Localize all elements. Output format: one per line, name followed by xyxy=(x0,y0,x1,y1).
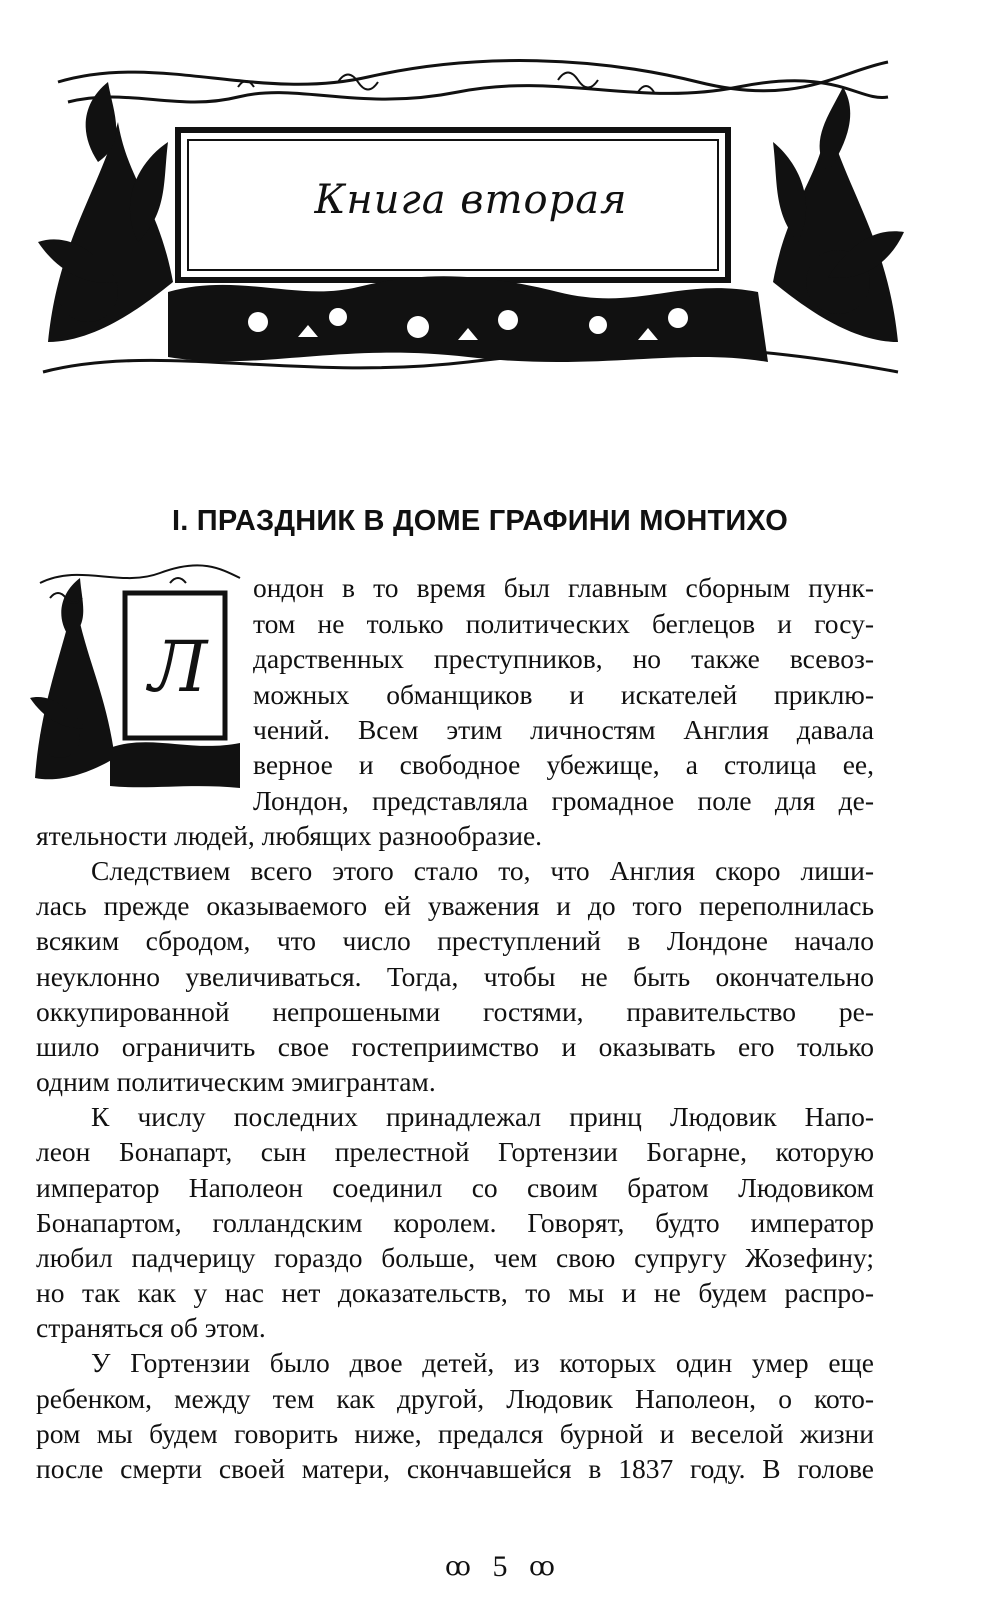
text-line: можных обманщиков и искателей приклю- xyxy=(253,679,874,710)
text-line: чений. Всем этим личностям Англия давала xyxy=(253,714,874,745)
book-title: Книга вторая xyxy=(314,177,628,223)
text-line: император Наполеон соединил со своим братом Людовиком xyxy=(36,1172,874,1203)
header-floral-frame xyxy=(38,42,904,397)
text-line: страняться об этом. xyxy=(36,1312,266,1343)
text-line: том не только политических беглецов и госу- xyxy=(253,608,874,639)
text-line: ондон в то время был главным сборным пунк- xyxy=(253,572,874,603)
page-footer xyxy=(0,1548,1000,1584)
text-line: лась прежде оказываемого ей уважения и до того переполнилась xyxy=(36,890,874,921)
text-line: У Гортензии было двое детей, из которых один умер еще xyxy=(91,1347,874,1378)
text-line: оккупированной непрошеными гостями, правительство ре- xyxy=(36,996,874,1027)
text-line: шило ограничить свое гостеприимство и оказывать его только xyxy=(36,1031,874,1062)
text-line: Бонапартом, голландским королем. Говорят, будто император xyxy=(36,1207,874,1238)
text-line: леон Бонапарт, сын прелестной Гортензии Богарне, которую xyxy=(36,1136,874,1167)
text-line: любил падчерицу гораздо больше, чем свою супругу Жозефину; xyxy=(36,1242,874,1273)
drop-cap-letter: Л xyxy=(148,626,208,708)
text-line: дарственных преступников, но также всевоз- xyxy=(253,643,874,674)
text-line: верное и свободное убежище, а столица ее, xyxy=(253,749,874,780)
ornament-right-icon: ꝏ xyxy=(529,1552,555,1582)
text-line: К числу последних принадлежал принц Людовик Напо- xyxy=(91,1101,874,1132)
text-line: Лондон, представляла громадное поле для де- xyxy=(253,785,874,816)
text-line: неуклонно увеличиваться. Тогда, чтобы не быть окончательно xyxy=(36,961,874,992)
ornament-left-icon: ꝏ xyxy=(445,1552,471,1582)
page-number: 5 xyxy=(492,1550,508,1584)
chapter-title: I. ПРАЗДНИК В ДОМЕ ГРАФИНИ МОНТИХО xyxy=(172,505,788,537)
text-line: но так как у нас нет доказательств, то мы и не будем распро- xyxy=(36,1277,874,1308)
floral-initial-icon xyxy=(30,558,248,794)
text-line: ятельности людей, любящих разнообразие. xyxy=(36,820,543,851)
drop-cap xyxy=(30,558,248,794)
text-line: ром мы будем говорить ниже, предался бурной и веселой жизни xyxy=(36,1418,874,1449)
text-line: после смерти своей матери, скончавшейся в 1837 году. В голове xyxy=(36,1453,874,1484)
text-line: ребенком, между тем как другой, Людовик Наполеон, о кото- xyxy=(36,1383,874,1414)
text-line: всяким сбродом, что число преступлений в Лондоне начало xyxy=(36,925,874,956)
text-line: Следствием всего этого стало то, что Англия скоро лиши- xyxy=(91,855,874,886)
text-line: одним политическим эмигрантам. xyxy=(36,1066,436,1097)
